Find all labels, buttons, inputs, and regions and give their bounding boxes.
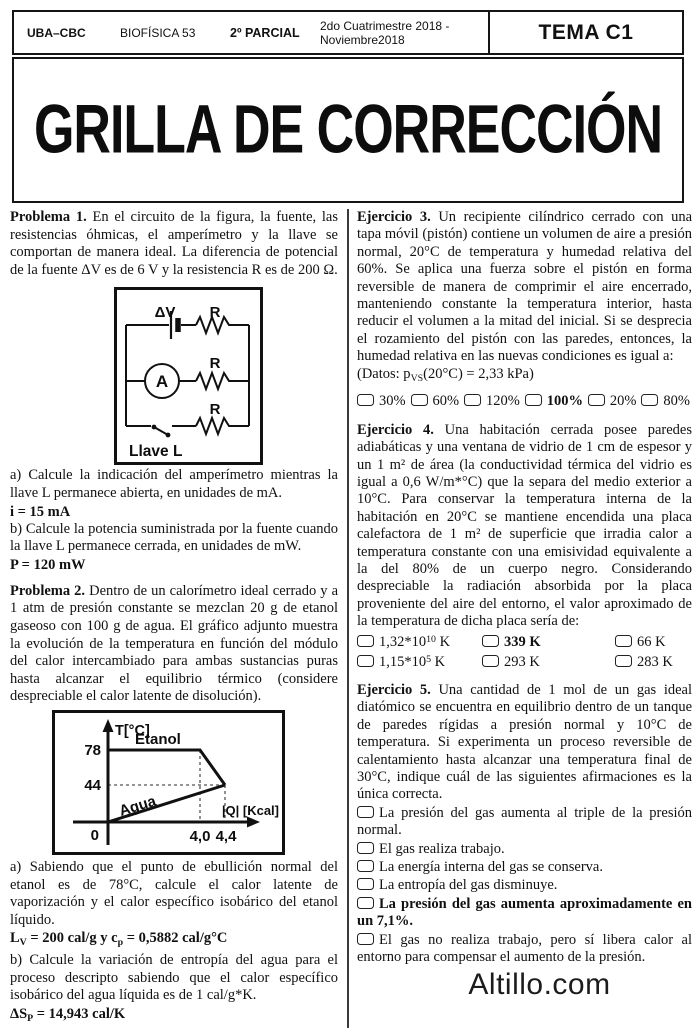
checkbox[interactable] bbox=[615, 655, 632, 667]
problema-1-statement bbox=[10, 209, 338, 279]
answer-option: $1,15*10^5$ K bbox=[357, 654, 482, 671]
label-switch: Llave L bbox=[129, 443, 183, 461]
answer-option: La entropía del gas disminuye. bbox=[357, 877, 692, 894]
checkbox[interactable] bbox=[357, 394, 374, 406]
etanol-series-label: Etanol bbox=[135, 730, 181, 748]
checkbox[interactable] bbox=[641, 394, 658, 406]
checkbox[interactable] bbox=[525, 394, 542, 406]
label-resistor-mid: R bbox=[209, 355, 221, 373]
right-column bbox=[347, 209, 692, 1028]
label-ammeter: A bbox=[155, 372, 169, 392]
ytick-78: 78 bbox=[84, 741, 101, 759]
label-resistor-bottom: R bbox=[209, 401, 221, 419]
header-institution: UBA–CBC bbox=[27, 25, 86, 40]
checkbox[interactable] bbox=[357, 842, 374, 854]
answer-option: 100% bbox=[525, 393, 583, 410]
x-axis-arrow-icon bbox=[247, 816, 260, 827]
problema-1-question-b: b) Calcule la potencia suministrada por la fuente cuando la llave L permanece cerrada, en unidades de mW. bbox=[10, 520, 338, 555]
problema-2-answer-a: $L_V = 200$ cal/g y $c_p = 0,5882$ cal/g°C bbox=[10, 930, 228, 949]
problema-1-question-a: a) Calcule la indicación del amperímetro mientras la llave L permanece abierta, en unidades de mA. bbox=[10, 467, 338, 501]
page-title: GRILLA DE CORRECCIÓN bbox=[33, 91, 663, 169]
problema-2-statement bbox=[10, 583, 338, 706]
ejercicio-5-statement bbox=[357, 682, 692, 804]
checkbox[interactable] bbox=[357, 655, 374, 667]
xtick-4-0: 4,0 bbox=[189, 827, 211, 845]
problema-1-text: En el circuito de la figura, la fuente, las resistencias óhmicas, el amperímetro y la llave se comportan de manera ideal. La diferencia de potencial de la fuente ΔV es de 6 V y la resistencia R es de 200 Ω. bbox=[10, 209, 338, 278]
answer-option: La presión del gas aumenta al triple de la presión normal. bbox=[357, 804, 692, 839]
checkbox[interactable] bbox=[464, 394, 481, 406]
line-chart bbox=[55, 713, 282, 852]
checkbox[interactable] bbox=[615, 635, 632, 647]
checkbox[interactable] bbox=[357, 860, 374, 872]
content-columns bbox=[10, 209, 692, 1028]
checkbox[interactable] bbox=[588, 394, 605, 406]
etanol-series-line bbox=[108, 750, 225, 785]
left-column bbox=[10, 209, 343, 1028]
ejercicio-4-label: Ejercicio 4. bbox=[357, 421, 434, 438]
header-term-line1: 2do Cuatrimestre 2018 - bbox=[320, 18, 450, 33]
problema-1-label: Problema 1. bbox=[10, 209, 87, 225]
header-course: BIOFÍSICA 53 bbox=[120, 25, 196, 40]
answer-option: 120% bbox=[464, 393, 520, 410]
problema-2-question-b: b) Calcule la variación de entropía del agua para el proceso descripto sabiendo que el calor específico isobárico del agua líquida es de 1 cal/g*K. bbox=[10, 952, 338, 1004]
checkbox[interactable] bbox=[411, 394, 428, 406]
xtick-4-4: 4,4 bbox=[215, 827, 237, 845]
circuit-figure bbox=[114, 287, 263, 465]
resistor-bottom-icon bbox=[196, 418, 234, 434]
ejercicio-3-datos: (Datos: $p_{VS}(20^\circ C) = 2,33$ kPa) bbox=[357, 365, 534, 384]
temperature-heat-chart bbox=[52, 710, 285, 855]
y-axis-arrow-icon bbox=[103, 719, 114, 732]
answer-option: $1,32*10^{10}$ K bbox=[357, 634, 482, 651]
ejercicio-3-label: Ejercicio 3. bbox=[357, 209, 431, 225]
header-tema-badge: TEMA C1 bbox=[488, 12, 682, 53]
origin-tick: 0 bbox=[90, 826, 99, 844]
problema-2-label: Problema 2. bbox=[10, 582, 86, 599]
label-source-voltage: ΔV bbox=[154, 304, 176, 322]
problema-2-text: Dentro de un calorímetro ideal cerrado y a 1 atm de presión constante se mezclan 20 g de etanol gaseoso con 100 g de agua. El gráfico adjunto muestra la evolución de la temperatura en función del módulo del calor intercambiado para ambas sustancias puras hasta alcanzar el equilibrio térmico (considere despreciable el calor latente de disolución). bbox=[10, 582, 339, 705]
problema-1-answer-b: P = 120 mW bbox=[10, 556, 86, 573]
problema-2-question-a: a) Sabiendo que el punto de ebullición normal del etanol es de 78°C, calcule el calor latente de vaporización y el calor específico isobárico del etanol líquido. bbox=[10, 858, 338, 928]
ytick-44: 44 bbox=[84, 776, 101, 794]
answer-option: 293 K bbox=[482, 654, 615, 671]
ejercicio-5-label: Ejercicio 5. bbox=[357, 681, 431, 698]
ejercicio-5-options bbox=[357, 805, 692, 967]
answer-option: 339 K bbox=[482, 634, 615, 651]
answer-option: 283 K bbox=[615, 654, 692, 671]
agua-series-label: Agua bbox=[117, 792, 159, 820]
header-term bbox=[320, 12, 488, 53]
checkbox[interactable] bbox=[357, 806, 374, 818]
answer-option: El gas realiza trabajo. bbox=[357, 841, 692, 858]
problema-1-answer-a: i = 15 mA bbox=[10, 503, 71, 520]
answer-option: 30% bbox=[357, 393, 406, 410]
answer-option: La presión del gas aumenta aproximadamente en un 7,1%. bbox=[357, 895, 692, 930]
ejercicio-3-text: Un recipiente cilíndrico cerrado con una tapa móvil (pistón) contiene un volumen de aire a presión normal, 20°C de temperatura y humedad relativa del 60%. Se aplica una fuerza sobre el pistón en forma reversible de manera de comprimir el aire encerrado, manteniendo constante la temperatura interior, hasta reducir el volumen a la mitad del inicial. Si se desprecia el rozamiento del pistón con las paredes, entonces, la humedad relativa en las nuevas condiciones es igual a: bbox=[357, 209, 692, 365]
resistor-mid-icon bbox=[196, 373, 234, 389]
answer-option: 80% bbox=[641, 393, 690, 410]
answer-option: 66 K bbox=[615, 634, 692, 651]
checkbox[interactable] bbox=[357, 878, 374, 890]
ejercicio-3-options bbox=[357, 393, 690, 410]
answer-option: El gas no realiza trabajo, pero sí libera calor al entorno para compensar el aumento de la presión. bbox=[357, 931, 692, 966]
header-table bbox=[12, 10, 684, 55]
answer-option: 60% bbox=[411, 393, 460, 410]
checkbox[interactable] bbox=[482, 635, 499, 647]
ejercicio-4-options bbox=[357, 634, 692, 671]
checkbox[interactable] bbox=[482, 655, 499, 667]
ejercicio-3-statement bbox=[357, 209, 692, 387]
y-axis-label: T[°C] bbox=[115, 722, 150, 739]
header-term-line2: Noviembre2018 bbox=[320, 32, 405, 47]
checkbox[interactable] bbox=[357, 635, 374, 647]
checkbox[interactable] bbox=[357, 933, 374, 945]
answer-option: La energía interna del gas se conserva. bbox=[357, 859, 692, 876]
altillo-watermark: Altillo.com bbox=[468, 968, 611, 1002]
ejercicio-4-text: Una habitación cerrada posee paredes adiabáticas y una ventana de vidrio de 1 cm de espesor y un 1 m² de área (la conductividad térmica del vidrio es igual a 0,6 W/m*°C) que la separa del medio exterior a 10°C. Para conservar la temperatura interna de la habitación en 20°C se mantiene encendida una placa calefactora de 1 m² de superficie que irradia calor a temperatura constante con una emisividad equivalente a la del 80% de un cuerpo negro. Considerando despreciable la radiación absorbida por la placa proveniente del aire del entorno, el valor aproximado de la temperatura de dicha placa sería de: bbox=[357, 421, 692, 630]
header-exam-name: 2º PARCIAL bbox=[230, 25, 300, 40]
checkbox[interactable] bbox=[357, 897, 374, 909]
x-axis-label: |Q| [Kcal] bbox=[221, 802, 279, 818]
title-box bbox=[12, 57, 684, 203]
problema-2-answer-b: $\Delta S_P = 14,943$ cal/K bbox=[10, 1005, 126, 1024]
label-resistor-top: R bbox=[209, 304, 221, 322]
answer-option: 20% bbox=[588, 393, 637, 410]
circuit-diagram bbox=[117, 290, 260, 462]
ejercicio-4-statement bbox=[357, 422, 692, 631]
ejercicio-5-text: Una cantidad de 1 mol de un gas ideal diatómico se encuentra en equilibrio dentro de un tanque de paredes rígidas a presión normal y 10°C de temperatura. Si experimenta un proceso reversible de calentamiento hasta alcanzar una temperatura final de 30°C, indique cuál de las siguientes afirmaciones es la única correcta. bbox=[357, 681, 692, 803]
